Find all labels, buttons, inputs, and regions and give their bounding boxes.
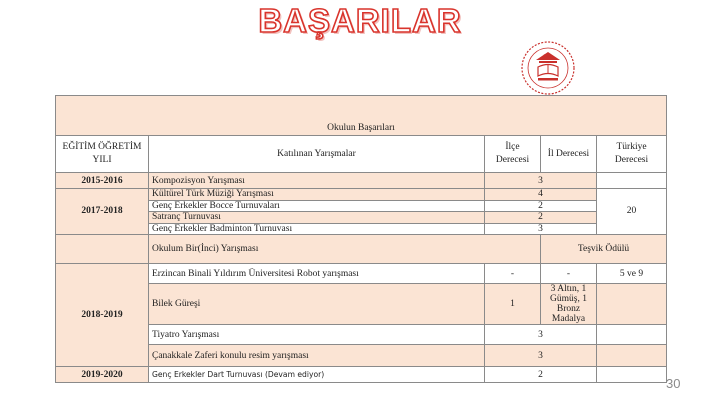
score-cell: 2	[485, 200, 597, 212]
score-cell: 2	[485, 367, 597, 383]
empty-cell	[597, 284, 667, 325]
header-district: İlçe Derecesi	[485, 136, 541, 173]
score-cell: 5 ve 9	[597, 264, 667, 284]
score-cell: 4	[485, 189, 597, 201]
score-cell: Teşvik Ödülü	[541, 235, 667, 264]
score-cell: 20	[597, 189, 667, 235]
competition-cell: Kompozisyon Yarışması	[149, 173, 485, 189]
competition-cell: Tiyatro Yarışması	[149, 325, 485, 345]
page-title: BAŞARILAR	[258, 2, 462, 39]
empty-cell	[597, 345, 667, 367]
year-cell: 2015-2016	[56, 173, 149, 189]
score-cell: 3	[485, 325, 597, 345]
table-banner: Okulun Başarıları	[56, 96, 667, 136]
year-cell: 2017-2018	[56, 189, 149, 235]
competition-cell: Genç Erkekler Dart Turnuvası (Devam ediyor)	[149, 367, 485, 383]
meb-logo-icon	[520, 40, 576, 96]
page-number: 30	[666, 376, 681, 391]
competition-cell: Satranç Turnuvası	[149, 212, 485, 224]
header-province: İl Derecesi	[541, 136, 597, 173]
year-cell: 2019-2020	[56, 367, 149, 383]
score-cell: 1	[485, 284, 541, 325]
achievements-table	[55, 95, 667, 383]
competition-cell: Bilek Güreşi	[149, 284, 485, 325]
score-cell: -	[541, 264, 597, 284]
competition-cell: Genç Erkekler Bocce Turnuvaları	[149, 200, 485, 212]
header-year: EĞİTİM ÖĞRETİM YILI	[56, 136, 149, 173]
score-cell: 3	[485, 345, 597, 367]
empty-cell	[597, 367, 667, 383]
score-cell: 3	[485, 173, 597, 189]
empty-cell	[597, 173, 667, 189]
score-cell: 3 Altın, 1 Gümüş, 1 Bronz Madalya	[541, 284, 597, 325]
competition-cell: Erzincan Binali Yıldırım Üniversitesi Robot yarışması	[149, 264, 485, 284]
header-competition: Katılınan Yarışmalar	[149, 136, 485, 173]
competition-cell: Okulum Bir(İnci) Yarışması	[149, 235, 541, 264]
score-cell: -	[485, 264, 541, 284]
score-cell: 3	[485, 223, 597, 235]
year-cell: 2018-2019	[56, 264, 149, 367]
score-cell: 2	[485, 212, 597, 224]
competition-cell: Genç Erkekler Badminton Turnuvası	[149, 223, 485, 235]
competition-cell: Kültürel Türk Müziği Yarışması	[149, 189, 485, 201]
competition-cell: Çanakkale Zaferi konulu resim yarışması	[149, 345, 485, 367]
empty-cell	[597, 325, 667, 345]
header-country: Türkiye Derecesi	[597, 136, 667, 173]
empty-year-cell	[56, 235, 149, 264]
